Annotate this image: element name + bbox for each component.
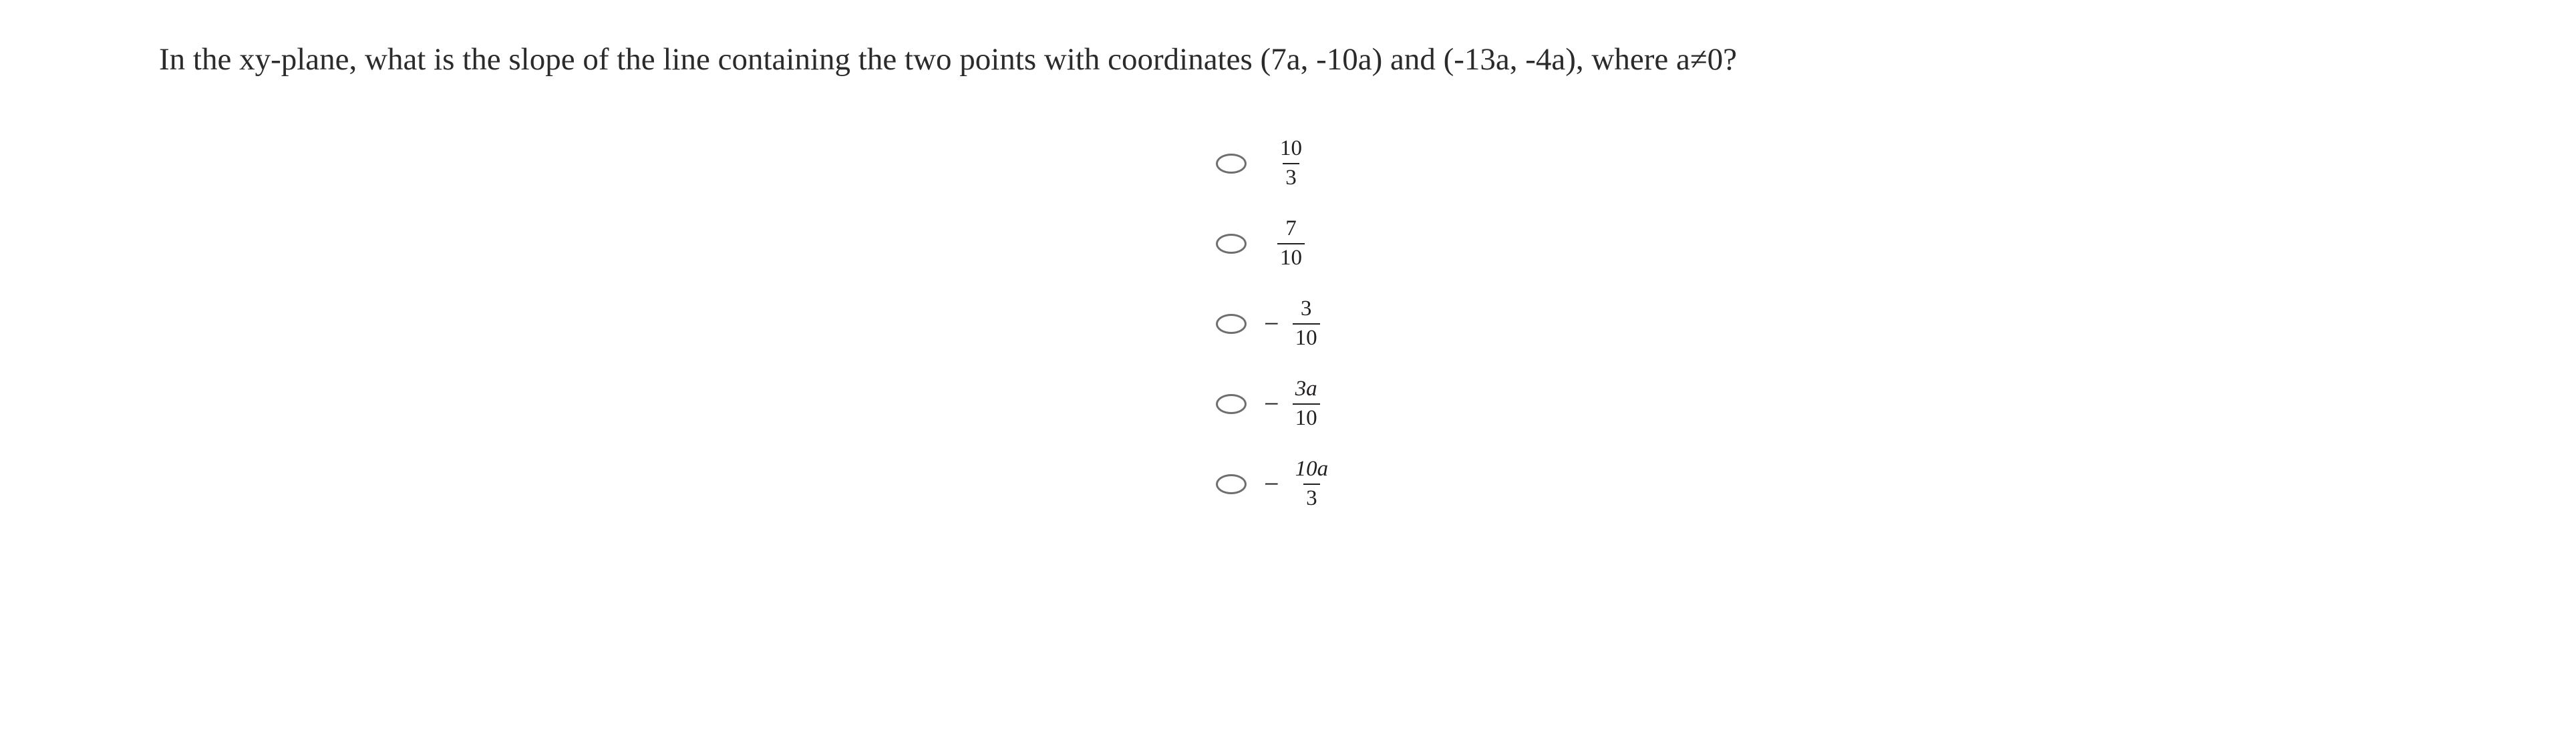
- answer-choice-a-value: [1264, 136, 1305, 191]
- fraction-a: [1277, 136, 1305, 191]
- fraction-numerator-c: 3: [1300, 297, 1312, 321]
- radio-button-icon-d[interactable]: [1216, 394, 1247, 414]
- answer-choice-c[interactable]: [1216, 284, 1331, 364]
- answer-choice-e[interactable]: [1216, 444, 1331, 524]
- answer-choice-c-value: [1264, 297, 1320, 351]
- answer-choice-a[interactable]: [1216, 124, 1331, 204]
- fraction-e: [1293, 457, 1331, 512]
- fraction-d: [1293, 377, 1320, 431]
- answer-choice-b[interactable]: [1216, 204, 1331, 284]
- fraction-numerator-b: 7: [1285, 216, 1297, 241]
- minus-sign-e: −: [1264, 469, 1279, 499]
- fraction-numerator-d: 3a: [1295, 377, 1317, 401]
- fraction-denominator-c: 10: [1293, 323, 1320, 351]
- fraction-denominator-a: 3: [1283, 163, 1299, 191]
- radio-button-icon-b[interactable]: [1216, 234, 1247, 254]
- radio-button-icon-c[interactable]: [1216, 314, 1247, 334]
- answer-choice-d[interactable]: [1216, 364, 1331, 444]
- answer-choice-list: [1216, 124, 1331, 524]
- answer-choice-b-value: [1264, 216, 1305, 271]
- answer-choice-d-value: [1264, 377, 1320, 431]
- fraction-denominator-b: 10: [1277, 243, 1305, 271]
- answer-choice-e-value: [1264, 457, 1331, 512]
- fraction-b: [1277, 216, 1305, 271]
- question-prompt: In the xy-plane, what is the slope of the line containing the two points with coordinates (7a, -10a) and (-13a, -4a), where a≠0?: [159, 42, 1738, 77]
- fraction-numerator-a: 10: [1280, 136, 1302, 161]
- fraction-denominator-e: 3: [1303, 484, 1320, 512]
- fraction-denominator-d: 10: [1293, 403, 1320, 431]
- minus-sign-d: −: [1264, 389, 1279, 419]
- minus-sign-c: −: [1264, 309, 1279, 339]
- fraction-c: [1293, 297, 1320, 351]
- fraction-numerator-e: 10a: [1295, 457, 1329, 482]
- radio-button-icon-e[interactable]: [1216, 474, 1247, 494]
- radio-button-icon-a[interactable]: [1216, 154, 1247, 174]
